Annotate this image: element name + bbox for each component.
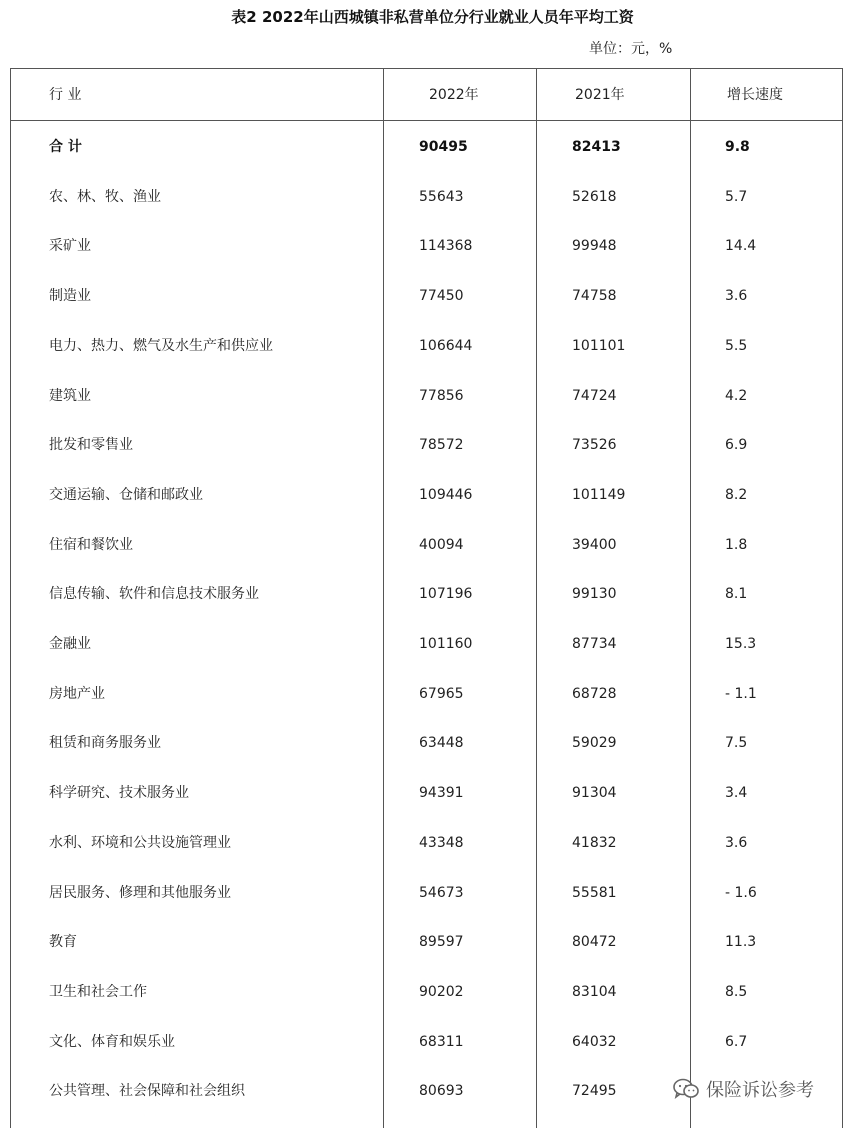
cell-industry: 教育	[49, 934, 77, 950]
cell-2021: 72495	[572, 1083, 617, 1099]
cell-industry: 科学研究、技术服务业	[49, 785, 189, 801]
cell-growth: 4.2	[725, 388, 748, 404]
cell-growth: 3.6	[725, 835, 748, 851]
cell-growth: 7.5	[725, 735, 748, 751]
cell-industry: 水利、环境和公共设施管理业	[49, 835, 231, 851]
cell-2022: 55643	[419, 189, 464, 205]
cell-2021: 82413	[572, 139, 621, 155]
cell-growth: 15.3	[725, 636, 757, 652]
cell-growth: 9.8	[725, 139, 750, 155]
cell-industry: 合 计	[49, 139, 82, 155]
cell-industry: 采矿业	[49, 238, 91, 254]
cell-2021: 99948	[572, 238, 617, 254]
table-title: 表2 2022年山西城镇非私营单位分行业就业人员年平均工资	[231, 8, 634, 26]
cell-growth: 6.7	[725, 1034, 748, 1050]
cell-2021: 59029	[572, 735, 617, 751]
cell-2021: 52618	[572, 189, 617, 205]
cell-industry: 建筑业	[49, 388, 91, 404]
cell-2021: 74724	[572, 388, 617, 404]
cell-growth: 5.7	[725, 189, 748, 205]
cell-2021: 41832	[572, 835, 617, 851]
cell-2021: 64032	[572, 1034, 617, 1050]
cell-industry: 租赁和商务服务业	[49, 735, 161, 751]
cell-growth: 3.4	[725, 785, 748, 801]
cell-2021: 91304	[572, 785, 617, 801]
cell-growth: 14.4	[725, 238, 757, 254]
cell-2021: 73526	[572, 437, 617, 453]
cell-industry: 电力、热力、燃气及水生产和供应业	[49, 338, 273, 354]
wechat-icon	[672, 1077, 700, 1101]
cell-2022: 109446	[419, 487, 473, 503]
watermark	[672, 1076, 814, 1102]
cell-2022: 101160	[419, 636, 473, 652]
cell-2022: 78572	[419, 437, 464, 453]
cell-2021: 39400	[572, 537, 617, 553]
header-growth: 增长速度	[727, 87, 783, 103]
cell-2022: 107196	[419, 586, 473, 602]
cell-2022: 68311	[419, 1034, 464, 1050]
cell-2021: 99130	[572, 586, 617, 602]
cell-2022: 54673	[419, 885, 464, 901]
unit-label: 单位：元，%	[589, 41, 673, 57]
cell-2022: 63448	[419, 735, 464, 751]
column-divider	[690, 69, 691, 1128]
cell-2022: 90495	[419, 139, 468, 155]
cell-industry: 批发和零售业	[49, 437, 133, 453]
cell-2021: 87734	[572, 636, 617, 652]
column-divider	[383, 69, 384, 1128]
cell-2022: 90202	[419, 984, 464, 1000]
cell-2021: 68728	[572, 686, 617, 702]
cell-industry: 住宿和餐饮业	[49, 537, 133, 553]
cell-growth: 6.9	[725, 437, 748, 453]
cell-industry: 房地产业	[49, 686, 105, 702]
cell-growth: - 1.1	[725, 686, 757, 702]
header-2022: 2022年	[429, 87, 479, 103]
cell-industry: 文化、体育和娱乐业	[49, 1034, 175, 1050]
cell-2022: 80693	[419, 1083, 464, 1099]
watermark-text: 保险诉讼参考	[706, 1080, 814, 1101]
cell-industry: 卫生和社会工作	[49, 984, 147, 1000]
cell-2022: 77450	[419, 288, 464, 304]
cell-growth: 8.5	[725, 984, 748, 1000]
cell-industry: 居民服务、修理和其他服务业	[49, 885, 231, 901]
cell-2021: 55581	[572, 885, 617, 901]
cell-2022: 40094	[419, 537, 464, 553]
cell-2021: 80472	[572, 934, 617, 950]
cell-growth: 8.2	[725, 487, 748, 503]
cell-growth: 3.6	[725, 288, 748, 304]
cell-2022: 114368	[419, 238, 473, 254]
cell-2021: 101101	[572, 338, 626, 354]
cell-growth: 11.3	[725, 934, 757, 950]
cell-industry: 制造业	[49, 288, 91, 304]
cell-2022: 106644	[419, 338, 473, 354]
cell-2021: 101149	[572, 487, 626, 503]
header-industry: 行 业	[49, 87, 82, 103]
cell-industry: 公共管理、社会保障和社会组织	[49, 1083, 245, 1099]
cell-2022: 94391	[419, 785, 464, 801]
cell-2021: 74758	[572, 288, 617, 304]
cell-2022: 43348	[419, 835, 464, 851]
column-divider	[536, 69, 537, 1128]
cell-growth: 5.5	[725, 338, 748, 354]
cell-2022: 89597	[419, 934, 464, 950]
cell-growth: 8.1	[725, 586, 748, 602]
cell-industry: 信息传输、软件和信息技术服务业	[49, 586, 259, 602]
cell-2021: 83104	[572, 984, 617, 1000]
cell-growth: 1.8	[725, 537, 748, 553]
cell-industry: 金融业	[49, 636, 91, 652]
header-divider	[11, 120, 842, 121]
wage-table	[10, 68, 843, 1128]
cell-industry: 交通运输、仓储和邮政业	[49, 487, 203, 503]
header-2021: 2021年	[575, 87, 625, 103]
cell-industry: 农、林、牧、渔业	[49, 189, 161, 205]
cell-2022: 77856	[419, 388, 464, 404]
cell-2022: 67965	[419, 686, 464, 702]
cell-growth: - 1.6	[725, 885, 757, 901]
